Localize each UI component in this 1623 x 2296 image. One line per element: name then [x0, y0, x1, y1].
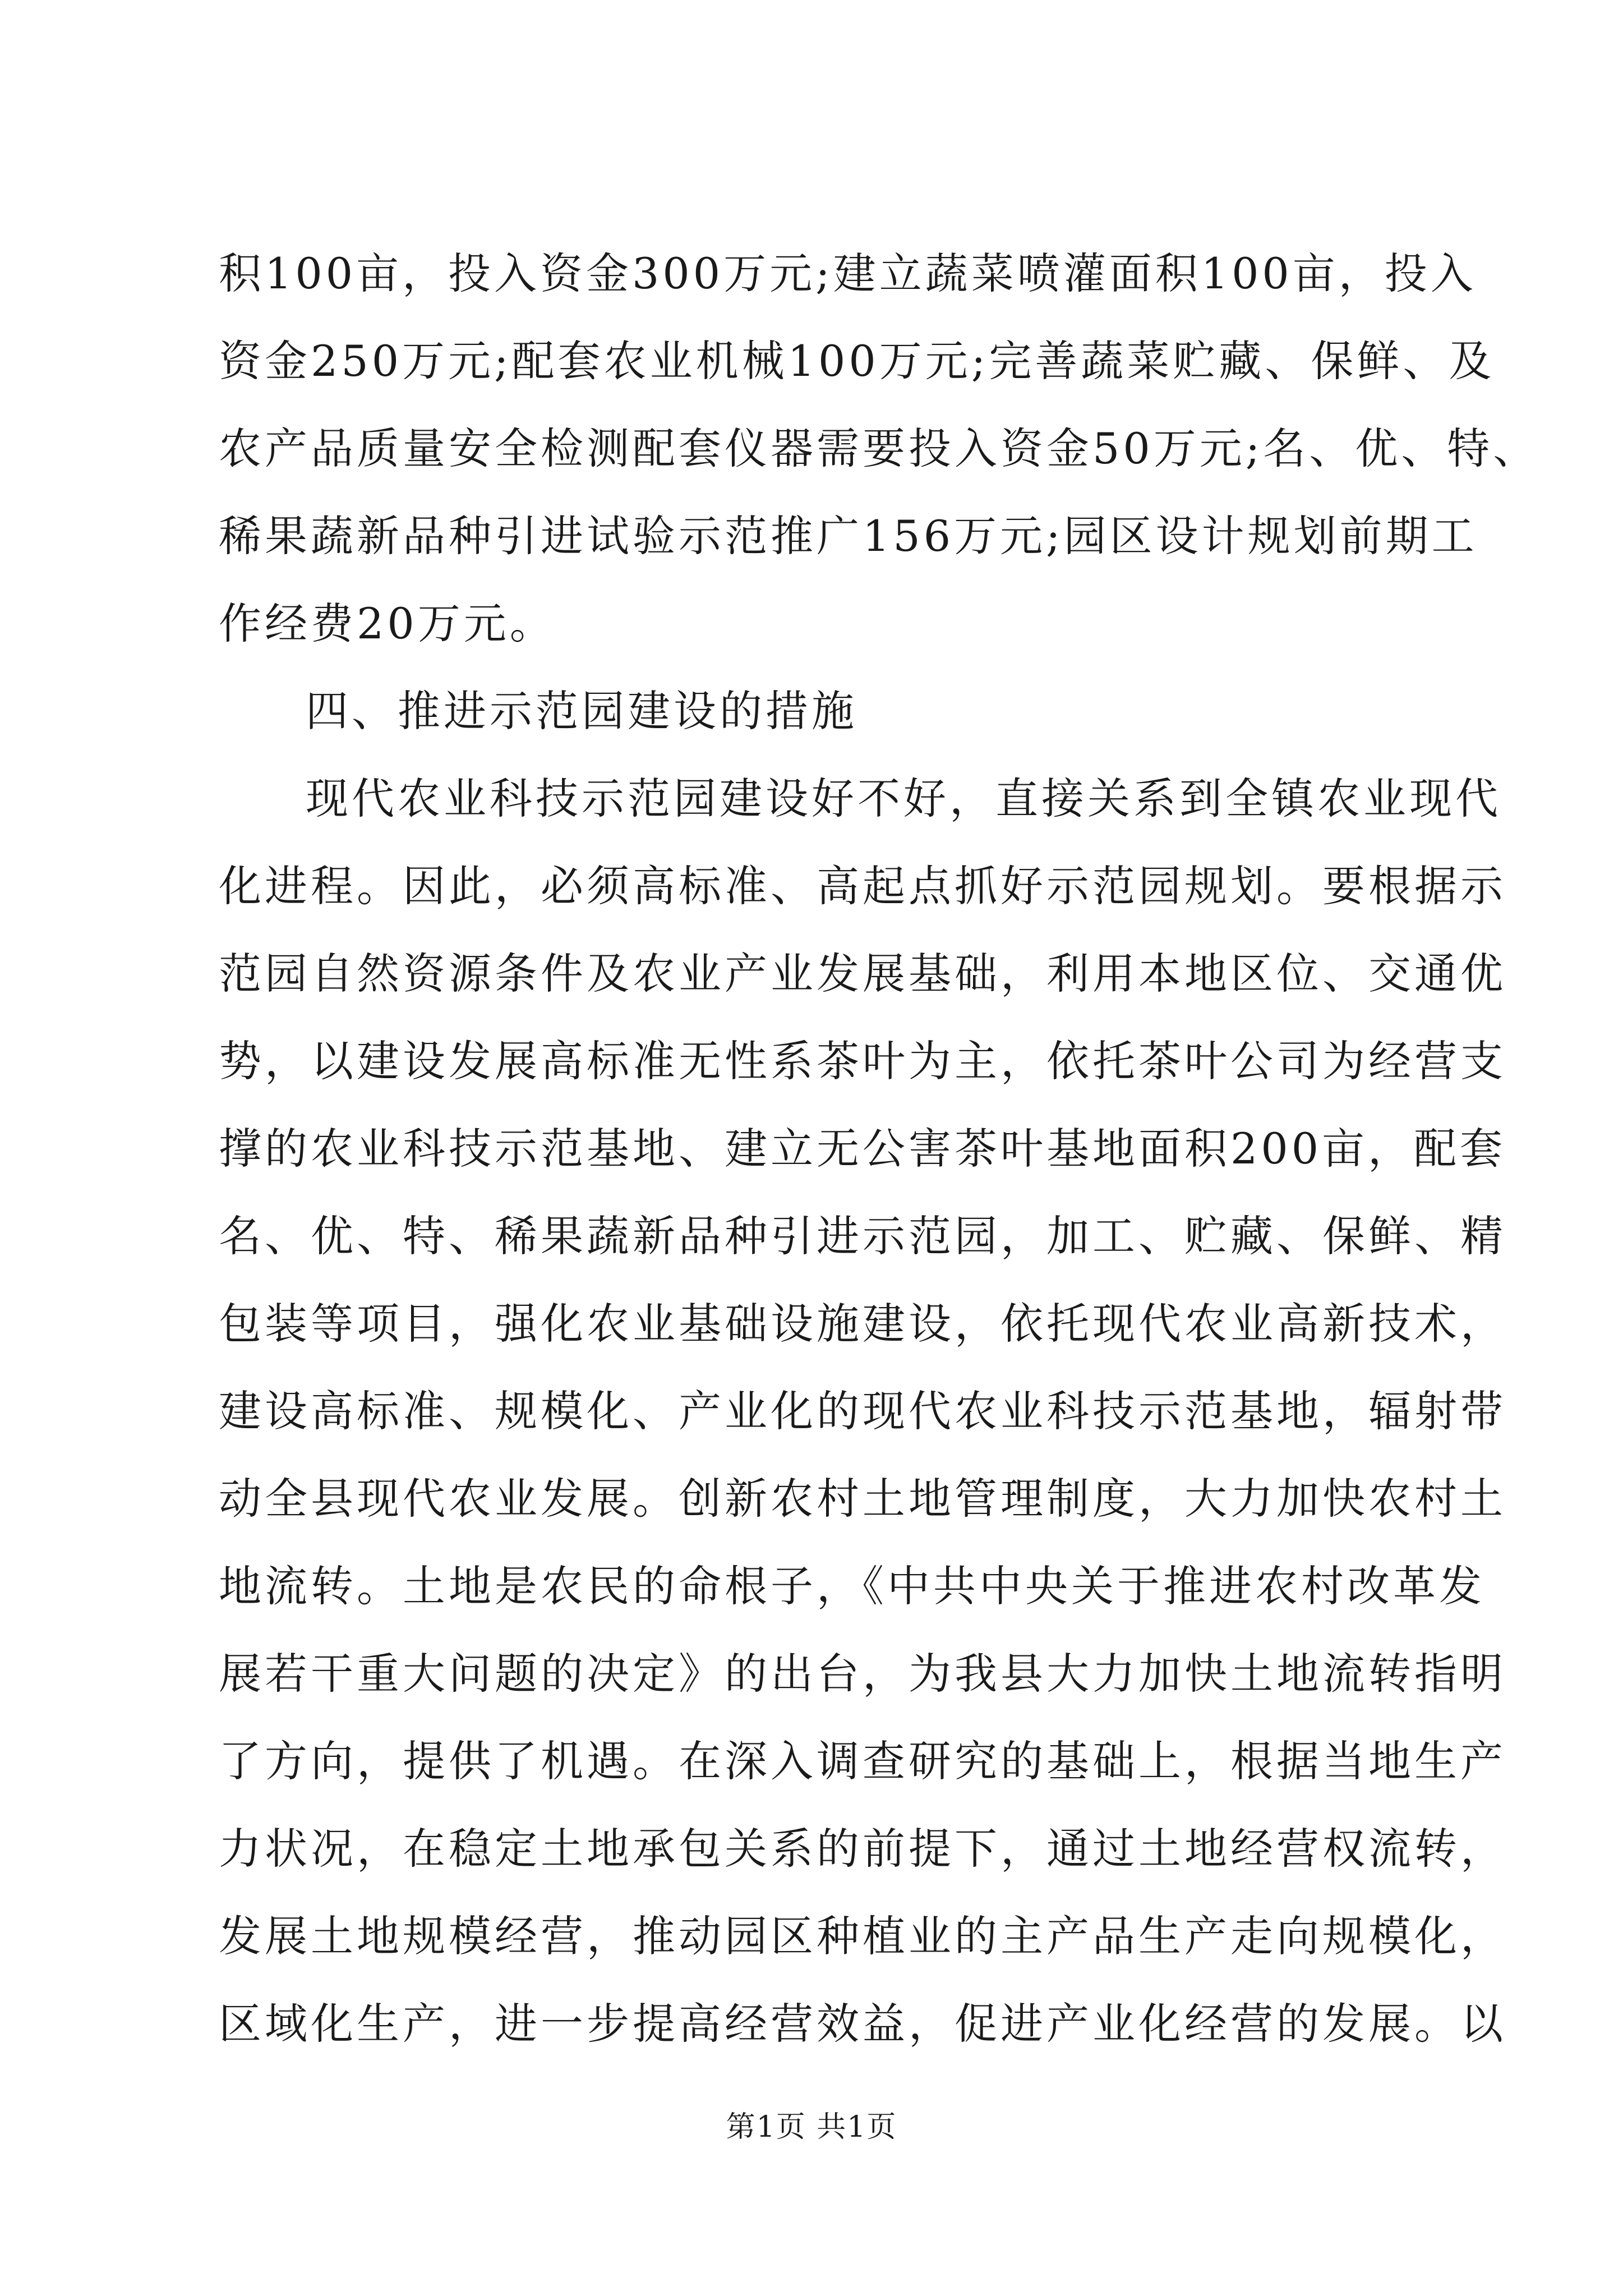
text-line: 发展土地规模经营，推动园区种植业的主产品生产走向规模化，: [219, 1911, 1506, 1961]
text-line: 建设高标准、规模化、产业化的现代农业科技示范基地，辐射带: [219, 1386, 1506, 1436]
text-line: 区域化生产，进一步提高经营效益，促进产业化经营的发展。以: [219, 1999, 1506, 2049]
text-line: 现代农业科技示范园建设好不好，直接关系到全镇农业现代: [306, 774, 1501, 823]
text-line: 作经费20万元。: [219, 599, 556, 648]
text-line: 势，以建设发展高标准无性系茶叶为主，依托茶叶公司为经营支: [219, 1036, 1506, 1086]
text-line: 资金250万元;配套农业机械100万元;完善蔬菜贮藏、保鲜、及: [219, 336, 1495, 386]
page-number-footer: 第1页 共1页: [726, 2110, 897, 2144]
text-line: 稀果蔬新品种引进试验示范推广156万元;园区设计规划前期工: [219, 511, 1478, 561]
section-heading: 四、推进示范园建设的措施: [306, 686, 857, 736]
text-line: 撑的农业科技示范基地、建立无公害茶叶基地面积200亩，配套: [219, 1124, 1506, 1174]
text-line: 力状况，在稳定土地承包关系的前提下，通过土地经营权流转，: [219, 1824, 1506, 1874]
text-line: 了方向，提供了机遇。在深入调查研究的基础上，根据当地生产: [219, 1736, 1506, 1786]
text-line: 展若干重大问题的决定》的出台，为我县大力加快土地流转指明: [219, 1649, 1506, 1699]
text-line: 积100亩，投入资金300万元;建立蔬菜喷灌面积100亩，投入: [219, 249, 1477, 298]
text-line: 包装等项目，强化农业基础设施建设，依托现代农业高新技术，: [219, 1299, 1506, 1349]
text-line: 动全县现代农业发展。创新农村土地管理制度，大力加快农村土: [219, 1474, 1506, 1524]
text-line: 农产品质量安全检测配套仪器需要投入资金50万元;名、优、特、: [219, 424, 1539, 473]
text-line: 地流转。土地是农民的命根子，《中共中央关于推进农村改革发: [219, 1561, 1485, 1611]
text-line: 范园自然资源条件及农业产业发展基础，利用本地区位、交通优: [219, 949, 1506, 999]
text-line: 名、优、特、稀果蔬新品种引进示范园，加工、贮藏、保鲜、精: [219, 1211, 1506, 1261]
text-line: 化进程。因此，必须高标准、高起点抓好示范园规划。要根据示: [219, 861, 1506, 911]
